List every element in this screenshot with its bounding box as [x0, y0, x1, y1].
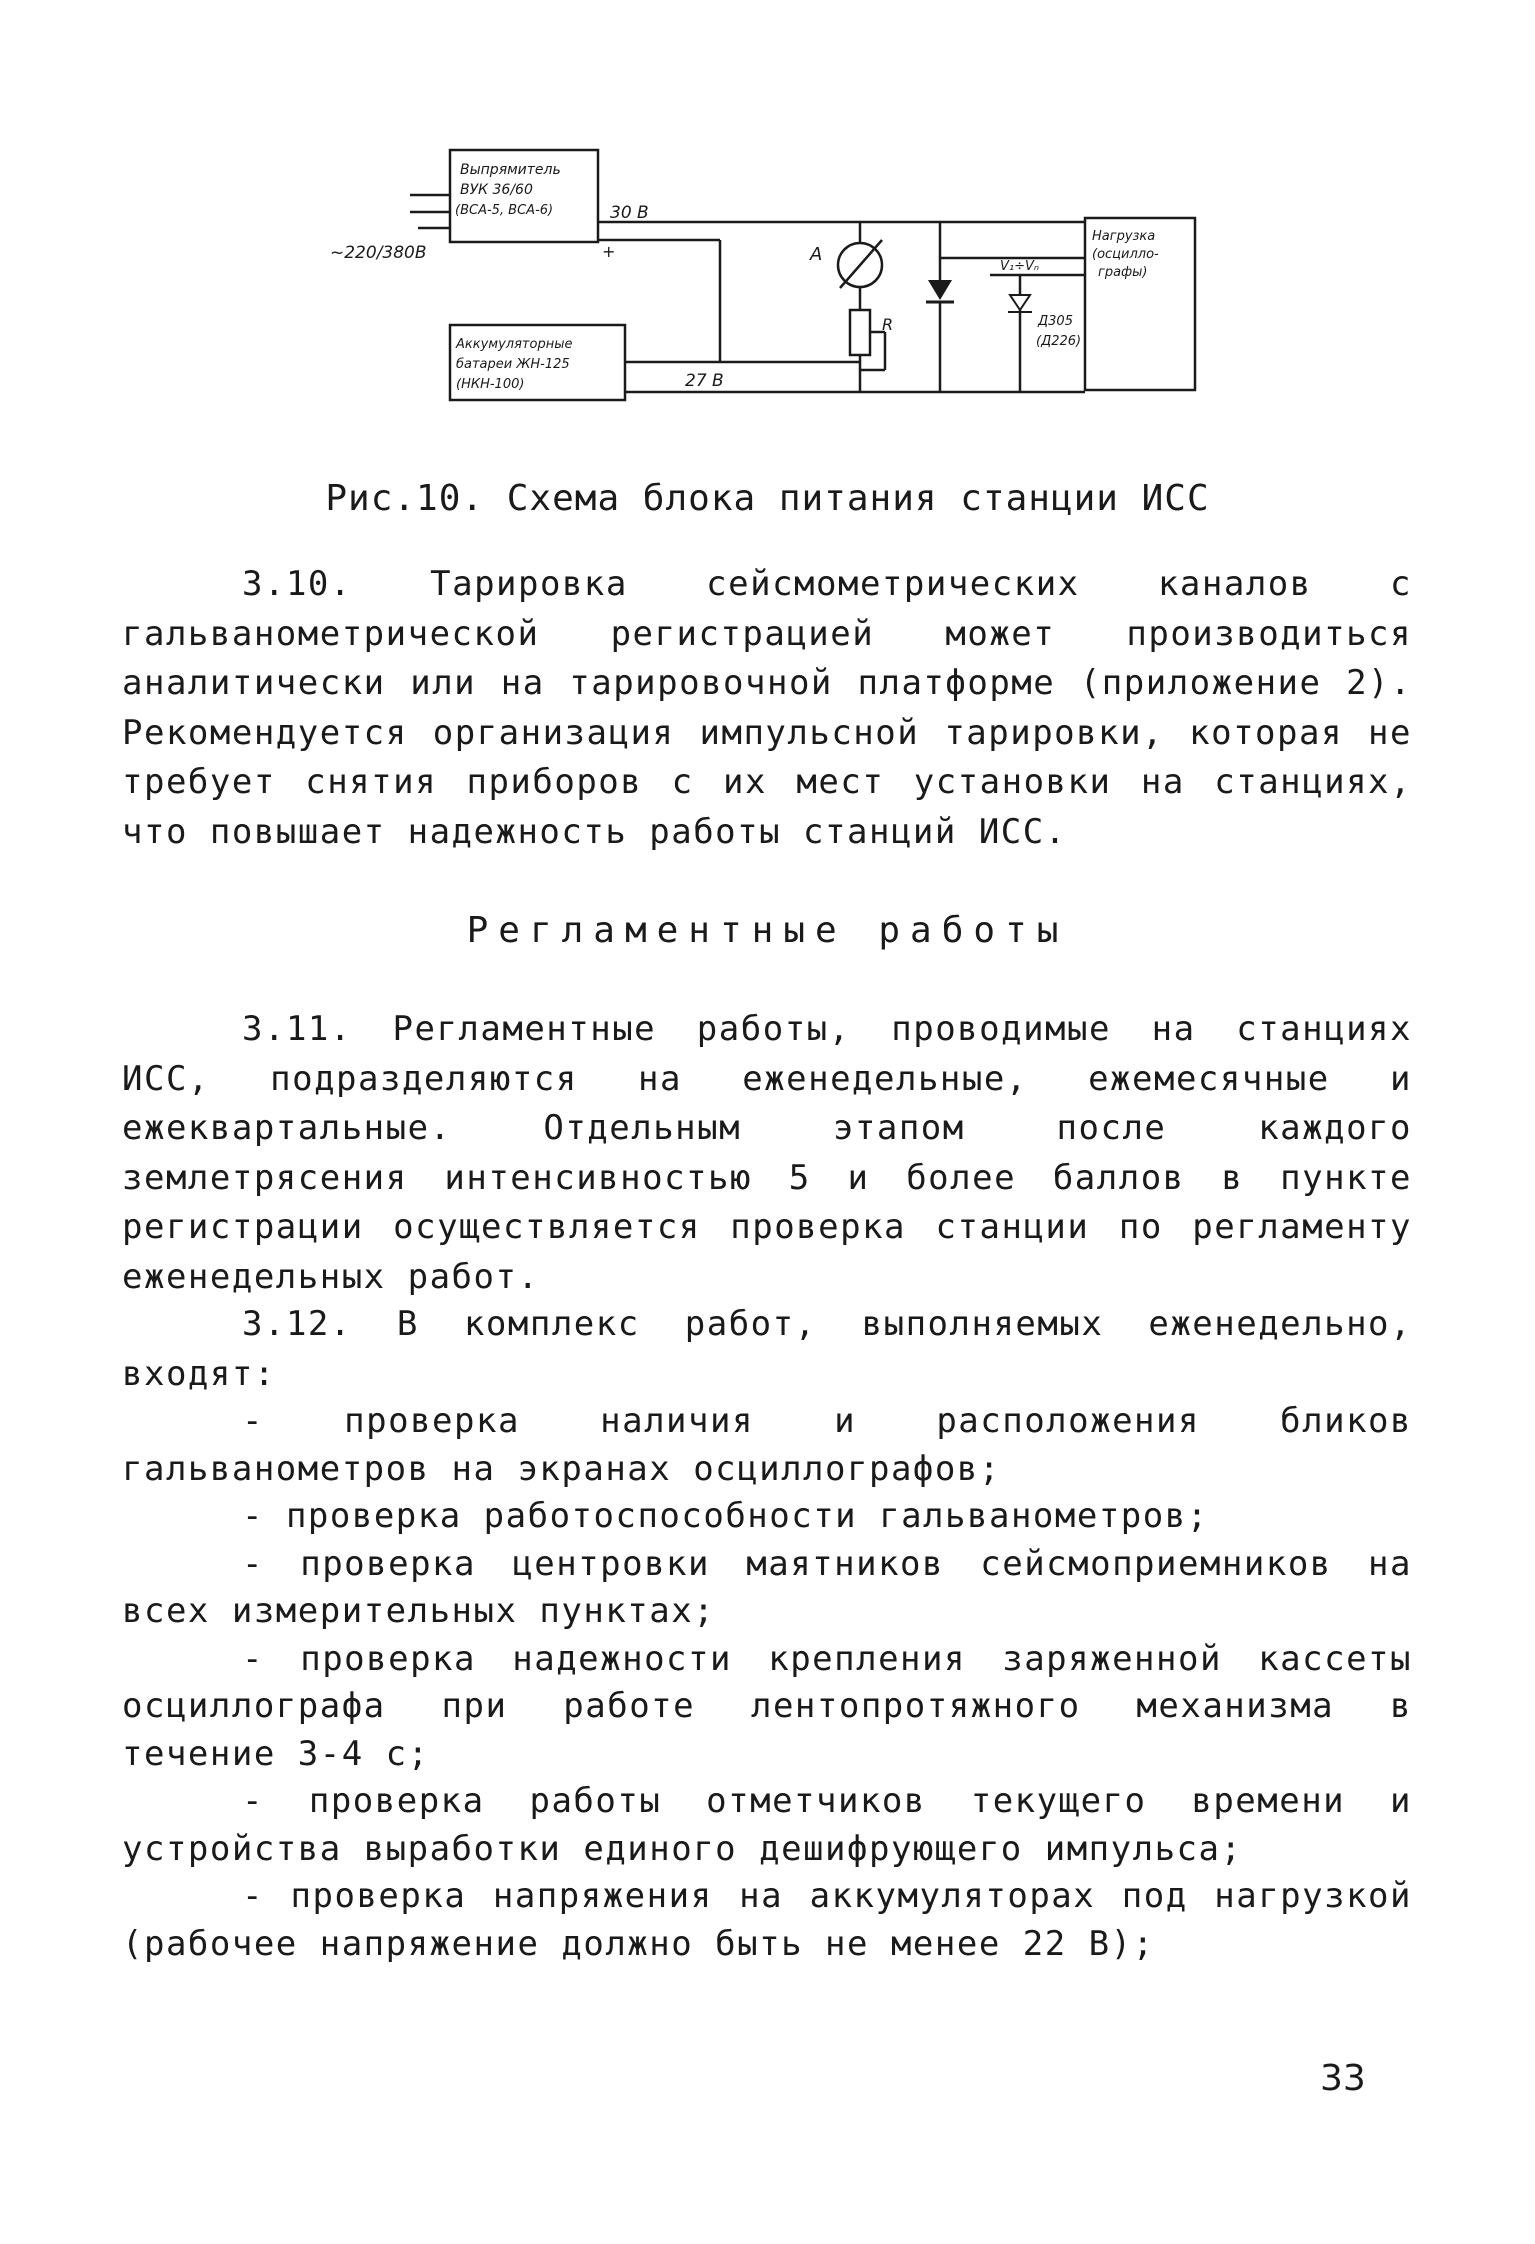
diode-symbol-2 — [1010, 295, 1030, 310]
paragraph-3-12 — [122, 1300, 1412, 1399]
weekly-checks-list — [122, 1398, 1412, 1968]
battery-label-2: батареи ЖН-125 — [456, 357, 570, 372]
list-item — [122, 1778, 1412, 1873]
paragraph-3-11 — [122, 1005, 1412, 1302]
power-supply-schematic — [300, 130, 1230, 420]
mains-label: ~220/380В — [330, 243, 427, 263]
plus-label: + — [602, 242, 616, 261]
section-heading: Регламентные работы — [466, 910, 1069, 951]
paragraph-3-10-text: 3.10. Тарировка сейсмометрических каналов с гальванометрической регистрацией может производиться аналитически или на тарировочной платформе (приложение 2). Рекомендуется организация импульсной тарировки, которая не требует снятия приборов с их мест установки на станциях, что повышает надежность работы станций ИСС. — [122, 564, 1412, 852]
rectifier-label-2: ВУК 36/60 — [460, 182, 533, 198]
battery-label-1: Аккумуляторные — [456, 337, 573, 352]
list-item-text: - проверка центровки маятников сейсмоприемников на всех измерительных пунктах; — [122, 1543, 1412, 1631]
list-item — [122, 1541, 1412, 1636]
list-item — [122, 1493, 1412, 1541]
load-label-3: графы) — [1098, 265, 1148, 280]
list-item-text: - проверка работы отметчиков текущего времени и устройства выработки единого дешифрующего импульса; — [122, 1781, 1412, 1869]
rectifier-label-1: Выпрямитель — [460, 162, 561, 178]
ammeter-label: А — [810, 244, 823, 265]
load-label-2: (осцилло- — [1092, 247, 1159, 262]
resistor-label: R — [882, 315, 894, 334]
diode-label-a: Д305 — [1038, 314, 1073, 329]
list-item-text: - проверка надежности крепления заряженной кассеты осциллографа при работе лентопротяжного механизма в течение 3-4 с; — [122, 1638, 1412, 1774]
figure-caption: Рис.10. Схема блока питания станции ИСС — [325, 478, 1210, 519]
resistor-symbol — [850, 310, 870, 355]
paragraph-3-11-text: 3.11. Регламентные работы, проводимые на станциях ИСС, подразделяются на еженедельные, ежемесячные и ежеквартальные. Отдельным этапом после каждого землетрясения интенсивностью 5 и более баллов в пункте регистрации осуществляется проверка станции по регламенту еженедельных работ. — [122, 1009, 1412, 1297]
battery-label-3: (НКН-100) — [456, 377, 525, 392]
list-item-text: - проверка наличия и расположения бликов гальванометров на экранах осциллографов; — [122, 1401, 1412, 1489]
diode-label-b: (Д226) — [1036, 334, 1082, 349]
paragraph-3-12-text: 3.12. В комплекс работ, выполняемых еженедельно, входят: — [122, 1304, 1412, 1394]
paragraph-3-10 — [122, 560, 1412, 857]
voltage-rect-label: 30 В — [610, 203, 649, 223]
page-number: 33 — [1320, 2058, 1366, 2099]
list-item-text: - проверка работоспособности гальванометров; — [242, 1496, 1209, 1536]
voltage-batt-label: 27 В — [685, 371, 724, 391]
list-item — [122, 1873, 1412, 1968]
list-item-text: - проверка напряжения на аккумуляторах под нагрузкой (рабочее напряжение должно быть не менее 22 В); — [122, 1876, 1412, 1964]
load-label-1: Нагрузка — [1092, 229, 1156, 244]
diode-symbol — [928, 280, 952, 300]
rectifier-label-3: (ВСА-5, ВСА-6) — [455, 203, 554, 218]
list-item — [122, 1636, 1412, 1779]
schematic-svg — [300, 130, 1230, 420]
list-item — [122, 1398, 1412, 1493]
v-range-label: V₁÷Vₙ — [1000, 259, 1040, 274]
